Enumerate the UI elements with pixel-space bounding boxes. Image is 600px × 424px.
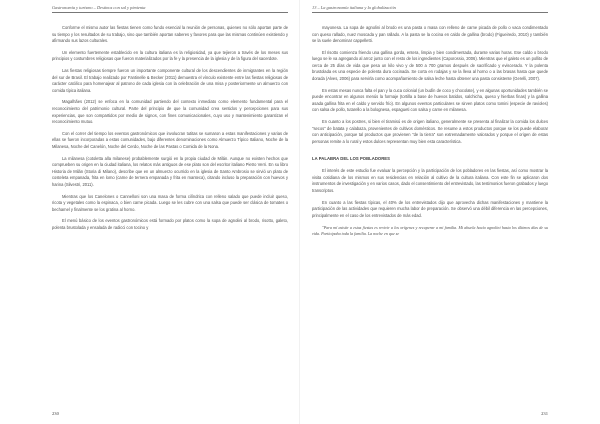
paragraph: mayonesa. La sopa de agnolini al brodo es una pasta o masa con relleno de carne picada de pollo o vaca condimentado con queso rallado, nuez moscada y pan rallado. A la pasta se la cocina en caldo de gallina (brodo) (Figueiredo, 2010) y también se la suele denominar cappelletti. (312, 25, 548, 44)
paragraph: La milanesa (cotoletta alla milanese) probablemente surgió en la propia ciudad de Milán. Aunque no existen hechos que comprueben su origen en la ciudad italiana, los relatos más antiguos de ese plato son del escritor italiano Pietro Verri. En su libro Historia de Milán (Storia di Milano), describe que en un almuerzo ocurrido en la iglesia de Santo Ambrosio se sirvió un plato de costeleta empanada, frita en lomo (carne de ternera empanada y frita en manteca), citando incluso la preparación con huevos y harina (Silvestri, 2011). (52, 155, 288, 187)
left-page-number: 230 (52, 411, 59, 416)
interview-quote: "Para mí asistir a estas fiestas es revivir a los orígenes y recuperar a mi familia. Mi abuela hacía agnolini hasta los últimos días de su vida. Participaba toda la familia. La noche en que se (312, 224, 548, 237)
left-running-head: Gastronomía y turismo – Destinos con sal y pimienta (52, 4, 288, 13)
paragraph: El interés de este estudio fue evaluar la percepción y la participación de los pobladores en las fiestas, así como mostrar la visita cotidiana de los mismos en sus residencias en relación al cultivo de la cultura italiana. Con este fin se aplicaron dos instrumentos de investigación y en varios casos, dado el consentimiento del entrevistado, las testimonios fueron grabados y luego transcriptos. (312, 168, 548, 193)
paragraph: En cuanto a los postres, si bien el tiramisú es de origen italiano, generalmente se presenta al finalizar la comida los dulces "secos" de batata y calabaza, provenientes de cultivos domésticos. Se resume a estos productos porque se los puede elaborar con anticipación, porque tal productos que provienen "de la tierra" son extremadamente valorados y porque el origen de estas personas remite a lo rural y estos dulces representan muy bien esta característica. (312, 119, 548, 144)
right-running-head: 13 – La gastronomía italiana y la globalización (312, 4, 548, 13)
paragraph: Conforme el mismo autor las fiestas tienen como fundo esencial la reunión de personas, quienes no sólo aportan parte de su tiempo y los resultados de su trabajo, sino que también aportan saberes y favores para que las mismas continúen existiendo y afirmando sus lazos culturales. (52, 25, 288, 44)
paragraph: Un elemento fuertemente establecido en la cultura italiana es la religiosidad, ya que tejieron a través de los meses sus principios y costumbres religiosas que fueron materializados por la fe y la presencia de la iglesia y de la figura del sacerdote. (52, 49, 288, 62)
paragraph: El menú básico de los eventos gastronómicos está formado por platos como la sopa de agnolini al brodo, risotto, galeto, polenta brustolada y ensalada de radicci con tocino y (52, 218, 288, 230)
left-page-body (52, 25, 288, 232)
right-page-number: 231 (541, 411, 548, 416)
paragraph: En cuanto a las fiestas típicas, el 40% de los entrevistados dijo que aprovecha dichas manifestaciones y mantiene la participación de las actividades que requieren mucha labor de preparación. Se observó una débil diferencia en las percepciones, principalmente en el caso de los entrevistados de más edad. (312, 199, 548, 218)
paragraph: Magalhães (2012) se enfoca en la comunidad partiendo del contexto inmediato como elemento fundamental para el reconocimiento del patrimonio cultural. Parte del principio de que la comunidad crea sentidos y percepciones para sus experiencias, que son compartidos por medio de signos, con fines comunicacionales, cuyo uso y mantenimiento garantizan el reconocimiento mutuo. (52, 99, 288, 125)
right-page (300, 0, 600, 424)
paragraph: El risotto comienza friendo una gallina gorda, entera, limpia y bien condimentada, durante varias horas. Ese caldo o brodo luego se le va agregando al arroz junto con el resto de los ingredientes (Caporossio, 2006). Mientras que el galeto es un pollito de cerca de 25 días de vida que pesa un kilo vivo y de 500 a 700 gramos después de sacrificado y eviscerado. Y la polenta brustolada es una especie de polenta dura cocinada. Se corta en rodajas y se la lleva al horno o a las brasas hasta que quede dorada (Alves, 2006) para servirla como acompañamiento de salsa leche hasta obtener una pasta consistente (Gerelli, 2007). (312, 49, 548, 82)
paragraph: Con el correr del tiempo los eventos gastronómicos que involucran tutitas se sumaron a estas manifestaciones y varias de ellas se fueron incorporadas a estas comunidades, bajo diferentes denominaciones como Almuerzo Típico Italiano, Noche de la Milanesa, Noche del Canelón, Noche del Cerdo, Noche de las Pastas o Comida de la Nona. (52, 130, 288, 149)
paragraph: En estas mesas nunca falta el pan y la cuca colonial (un budín de coco y chocolate), y en algunas oportunidades también se puede encontrar en algunos menús la formaje (tortilla a base de huevos batidos, salchicha, queso y hierbas finas) y la gallina asada gallina frita en el caldo y servido frío). En algunos eventos particulares se sirven platos como tomini (especie de ravioles) con salsa de pollo, tutarello a la bolognesa, espagueti con salsa y carne en milanesa. (312, 87, 548, 113)
right-page-body (312, 25, 548, 238)
paragraph: Las fiestas religiosas tiempre fueron un importante componente cultural de los descendientes de inmigrantes en la región del sur de Brasil. El trabajo realizado por Fantinelle & Becker (2011) demuestra el vínculo existente entre las fiestas religiosas de carácter católico para homenajear al patrono de cada iglesia con la celebración de una misa y posteriormente un almuerzo con comida típica italiana. (52, 68, 288, 93)
section-heading: LA PALABRA DEL LOS POBLADORES (312, 156, 390, 162)
paragraph: Mientras que los Canelones o Cannelloni son una masa de forma cilíndrica con relleno salado que puede incluir queso, ricota y vegetales como la espinaca, o bien carne picada. Luego se les cubre con una salsa que puede ser clásica de tomates o bechamel y finalmente se los gratina al horno. (52, 193, 288, 212)
